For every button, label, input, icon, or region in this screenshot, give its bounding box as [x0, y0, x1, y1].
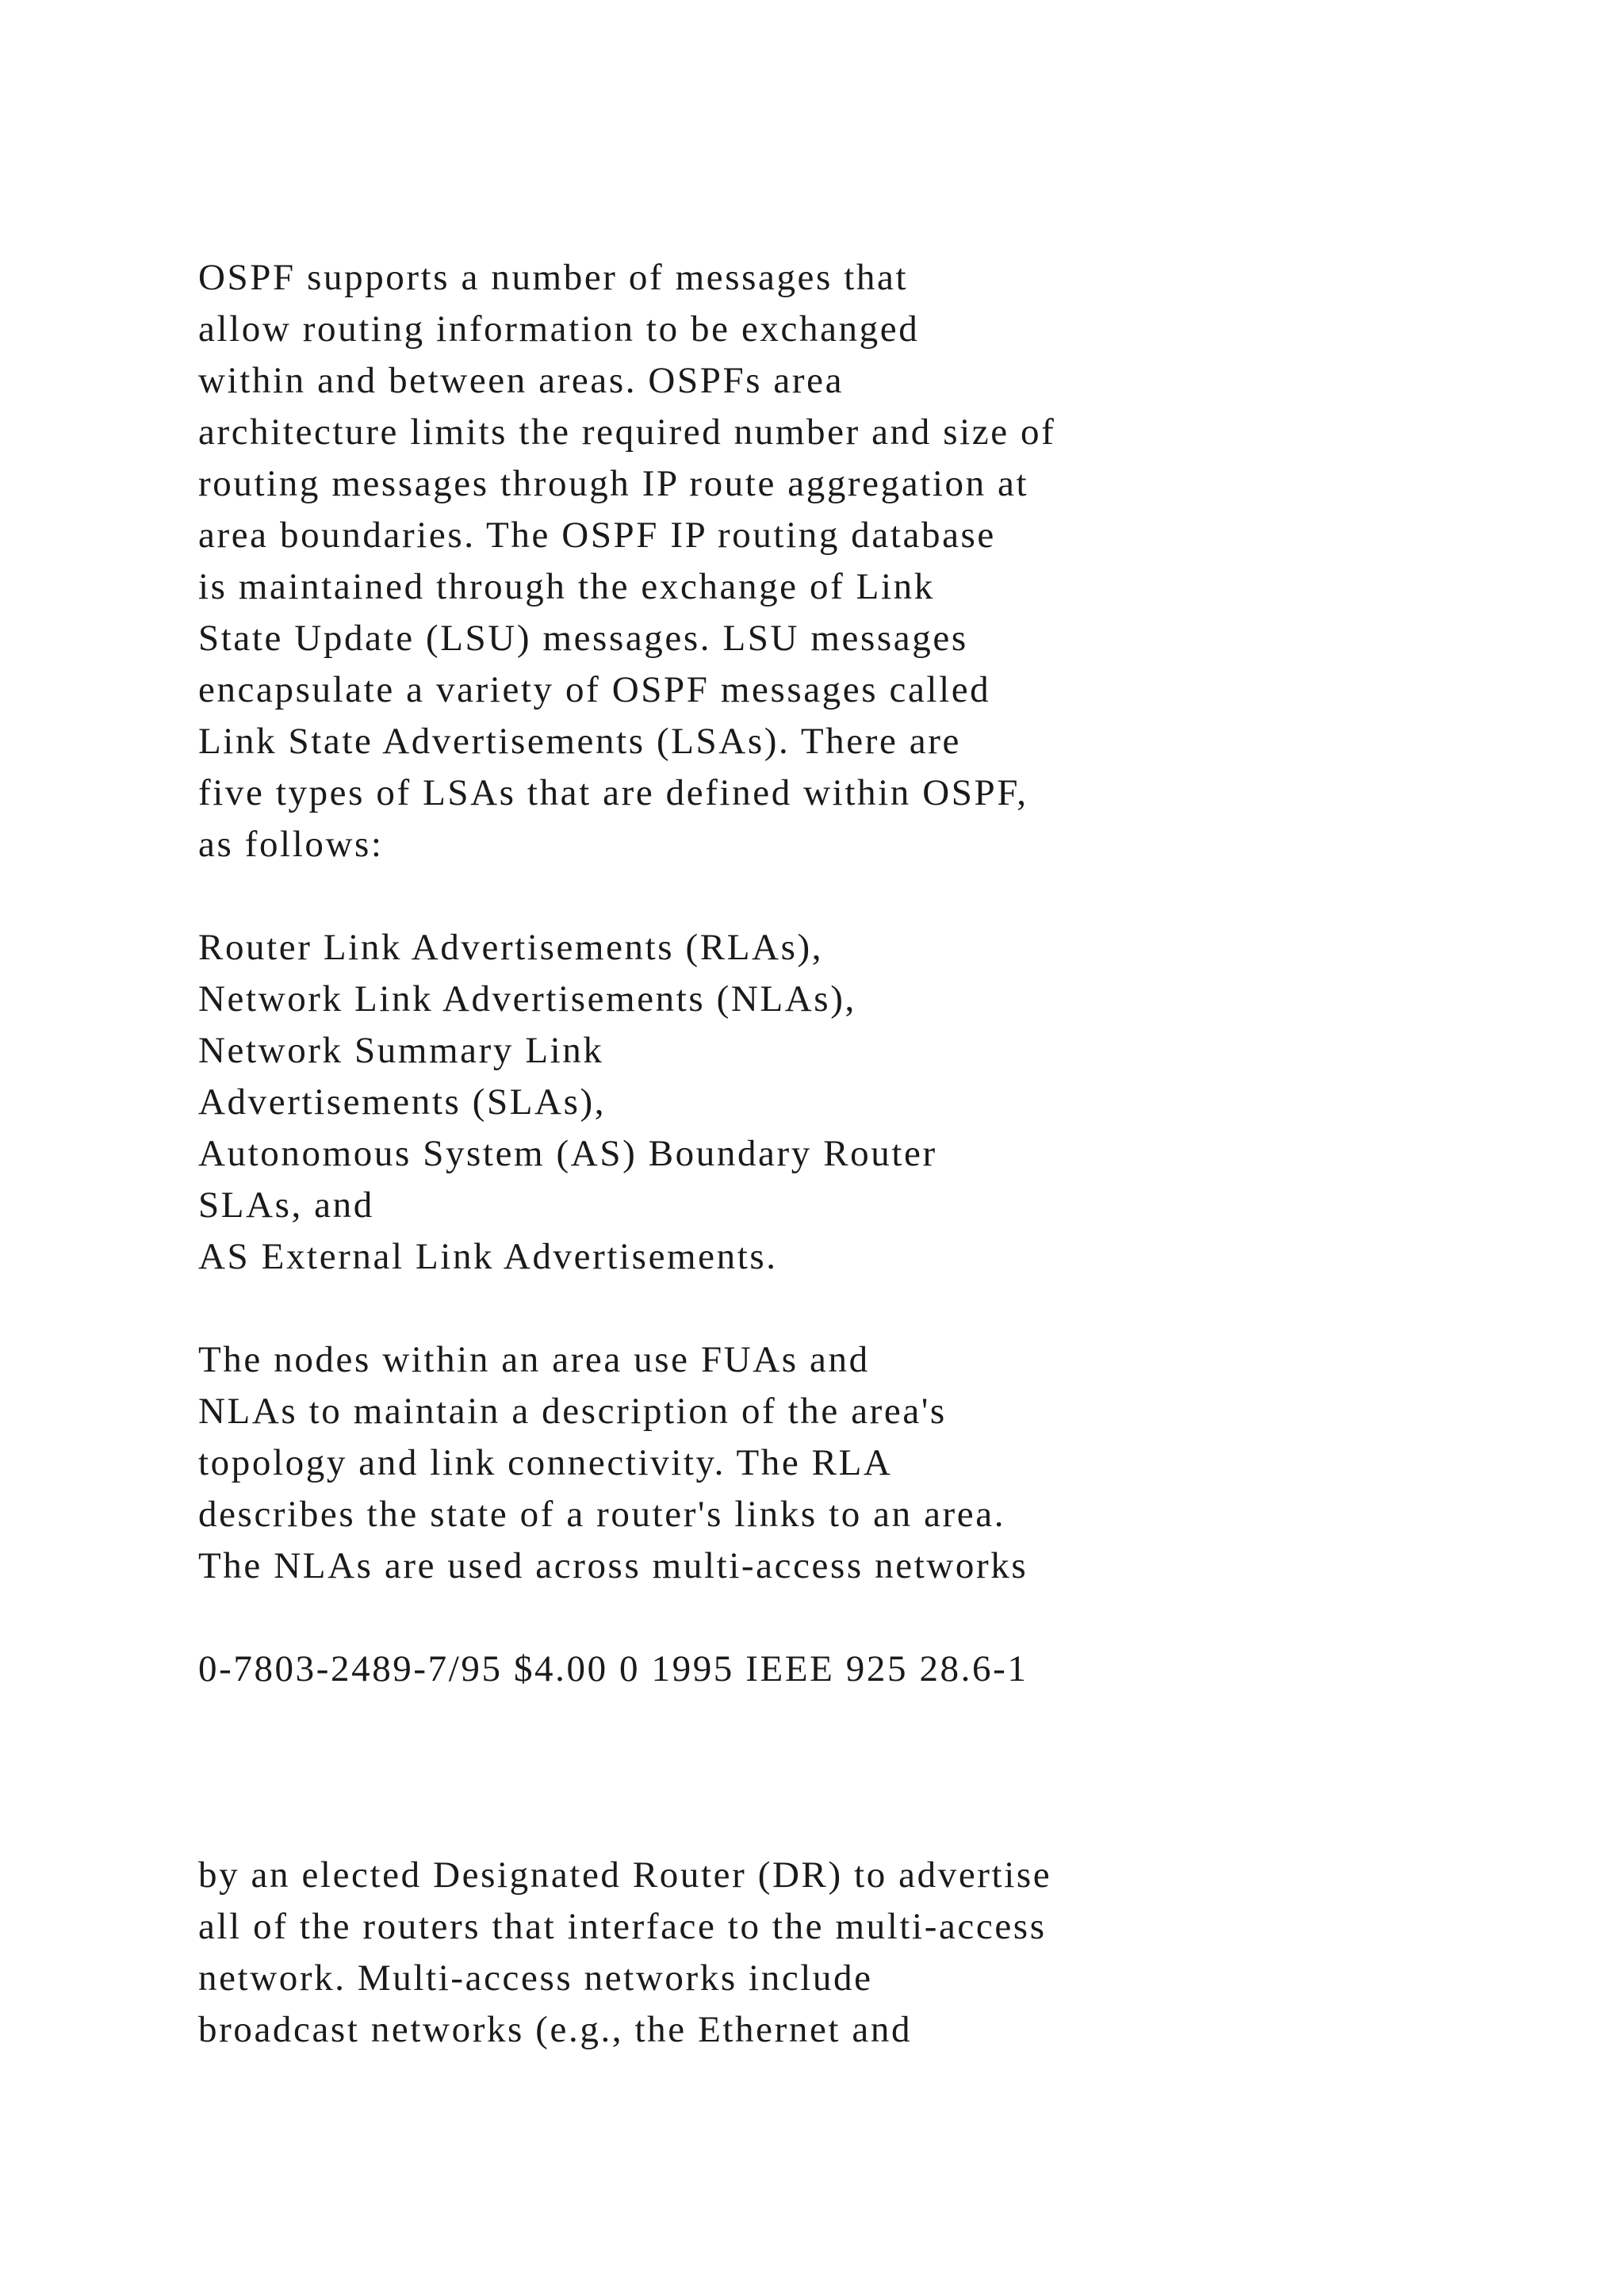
paragraph-1-line-1: OSPF supports a number of messages that — [198, 257, 909, 298]
lsa-list-item-2: Network Link Advertisements (NLAs), — [198, 978, 856, 1020]
copyright-footer: 0-7803-2489-7/95 $4.00 0 1995 IEEE 925 28.6-1 — [198, 1648, 1028, 1689]
paragraph-2-line-2: NLAs to maintain a description of the area's — [198, 1391, 947, 1432]
paragraph-1-line-5: routing messages through IP route aggregation at — [198, 463, 1029, 504]
paragraph-2-line-3: topology and link connectivity. The RLA — [198, 1442, 893, 1483]
paragraph-2-line-1: The nodes within an area use FUAs and — [198, 1339, 870, 1380]
paragraph-3-line-4: broadcast networks (e.g., the Ethernet and — [198, 2009, 913, 2050]
paragraph-2-line-4: describes the state of a router's links to an area. — [198, 1494, 1006, 1535]
lsa-list-item-4b: SLAs, and — [198, 1184, 374, 1226]
paragraph-1-line-6: area boundaries. The OSPF IP routing database — [198, 515, 996, 556]
lsa-list-item-4a: Autonomous System (AS) Boundary Router — [198, 1133, 937, 1174]
paragraph-1-line-8: State Update (LSU) messages. LSU messages — [198, 618, 968, 659]
paragraph-1-line-7: is maintained through the exchange of Link — [198, 566, 935, 607]
paragraph-2-line-5: The NLAs are used across multi-access networks — [198, 1545, 1028, 1586]
paragraph-1-line-10: Link State Advertisements (LSAs). There are — [198, 721, 961, 762]
lsa-list-item-1: Router Link Advertisements (RLAs), — [198, 927, 824, 968]
paragraph-1-line-2: allow routing information to be exchanged — [198, 308, 920, 350]
paragraph-1-line-11: five types of LSAs that are defined within OSPF, — [198, 772, 1028, 813]
paragraph-3-line-2: all of the routers that interface to the multi-access — [198, 1906, 1047, 1947]
paragraph-3-line-1: by an elected Designated Router (DR) to advertise — [198, 1854, 1052, 1896]
paragraph-3-line-3: network. Multi-access networks include — [198, 1957, 873, 1999]
paragraph-1-line-9: encapsulate a variety of OSPF messages called — [198, 669, 991, 710]
paragraph-1-line-12: as follows: — [198, 824, 384, 865]
paragraph-1-line-4: architecture limits the required number and size of — [198, 411, 1056, 453]
lsa-list-item-3b: Advertisements (SLAs), — [198, 1081, 607, 1123]
paragraph-1-line-3: within and between areas. OSPFs area — [198, 360, 845, 401]
lsa-list-item-5: AS External Link Advertisements. — [198, 1236, 778, 1277]
lsa-list-item-3a: Network Summary Link — [198, 1030, 604, 1071]
